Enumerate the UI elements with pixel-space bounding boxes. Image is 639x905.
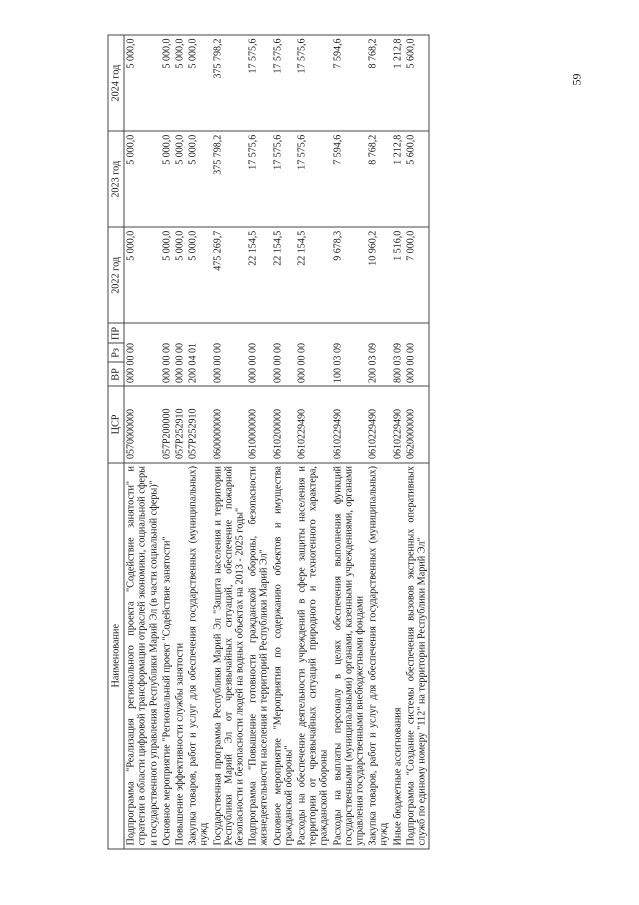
row-codes: 100 03 09 xyxy=(331,323,367,386)
row-2022: 22 154,5 xyxy=(296,227,332,323)
row-name: Иные бюджетные ассигнования xyxy=(391,463,404,849)
header-name: Наименование xyxy=(108,463,124,849)
row-csr: 0610000000 xyxy=(247,386,271,462)
table-header-row xyxy=(108,35,124,849)
row-2023: 5 000,0 xyxy=(174,131,187,227)
row-csr: 0600000000 xyxy=(211,386,247,462)
row-csr: 057P200000 xyxy=(160,386,173,462)
page-number: 59 xyxy=(569,73,584,86)
row-2024: 5 000,0 xyxy=(124,35,160,131)
table-row xyxy=(331,35,367,849)
row-codes: 000 00 00 xyxy=(296,323,332,386)
header-pr: ПР xyxy=(108,323,124,343)
header-rz: Рз xyxy=(108,343,124,362)
row-2022: 5 000,0 xyxy=(187,227,211,323)
header-2024: 2024 год xyxy=(108,35,124,131)
row-2022: 5 000,0 xyxy=(174,227,187,323)
row-csr: 0610229490 xyxy=(391,386,404,462)
row-csr: 057P252910 xyxy=(187,386,211,462)
row-codes: 000 00 00 xyxy=(404,323,429,386)
header-vr: ВР xyxy=(108,362,124,386)
table-row xyxy=(296,35,332,849)
row-2024: 5 000,0 xyxy=(160,35,173,131)
row-2023: 1 212,8 xyxy=(391,131,404,227)
row-2024: 5 600,0 xyxy=(404,35,429,131)
row-csr: 0570000000 xyxy=(124,386,160,462)
budget-table xyxy=(108,35,430,850)
row-codes: 000 00 00 xyxy=(174,323,187,386)
row-csr: 0610200000 xyxy=(271,386,295,462)
header-2023: 2023 год xyxy=(108,131,124,227)
table-row xyxy=(271,35,295,849)
row-name: Расходы на обеспечение деятельности учреждений в сфере защиты населения и территории от чрезвычайных ситуаций природного и техногенного характера, гражданской обороны xyxy=(296,463,332,849)
row-2023: 5 600,0 xyxy=(404,131,429,227)
row-2022: 22 154,5 xyxy=(271,227,295,323)
row-csr: 0620000000 xyxy=(404,386,429,462)
table-row xyxy=(211,35,247,849)
table-row xyxy=(404,35,429,849)
row-2024: 17 575,6 xyxy=(296,35,332,131)
row-2023: 5 000,0 xyxy=(124,131,160,227)
row-name: Основное мероприятие "Мероприятия по содержанию объектов и имущества гражданской обороны" xyxy=(271,463,295,849)
row-name: Подпрограмма "Реализация регионального проекта "Содействие занятости" и стратегии в области цифровой трансформации отраслей экономики, социальной сферы и государственного управления Республики Марий Эл (в части социальной сферы)" xyxy=(124,463,160,849)
row-codes: 000 00 00 xyxy=(211,323,247,386)
table-row xyxy=(187,35,211,849)
row-name: Закупка товаров, работ и услуг для обеспечения государственных (муниципальных) нужд xyxy=(187,463,211,849)
row-2024: 5 000,0 xyxy=(174,35,187,131)
row-2023: 375 798,2 xyxy=(211,131,247,227)
row-2022: 7 000,0 xyxy=(404,227,429,323)
row-codes: 000 00 00 xyxy=(160,323,173,386)
table-row xyxy=(160,35,173,849)
row-2022: 5 000,0 xyxy=(124,227,160,323)
row-name: Государственная программа Республики Марий Эл "Защита населения и территории Республики Марий Эл от чрезвычайных ситуаций, обеспечение пожарной безопасности и безопасности людей на водных объектах на 2013 - 2025 годы" xyxy=(211,463,247,849)
row-2022: 22 154,5 xyxy=(247,227,271,323)
row-2022: 475 269,7 xyxy=(211,227,247,323)
row-codes: 000 00 00 xyxy=(247,323,271,386)
row-csr: 0610229490 xyxy=(296,386,332,462)
table-row xyxy=(174,35,187,849)
row-2023: 5 000,0 xyxy=(160,131,173,227)
row-2022: 9 678,3 xyxy=(331,227,367,323)
row-codes: 000 00 00 xyxy=(124,323,160,386)
row-2022: 1 516,0 xyxy=(391,227,404,323)
row-name: Подпрограмма "Создание системы обеспечения вызовов экстренных оперативных служб по единому номеру "112" на территории Республики Марий Эл" xyxy=(404,463,429,849)
row-csr: 0610229490 xyxy=(331,386,367,462)
row-2024: 7 594,6 xyxy=(331,35,367,131)
row-name: Повышение эффективности службы занятости xyxy=(174,463,187,849)
row-codes: 000 00 00 xyxy=(271,323,295,386)
row-codes: 800 03 09 xyxy=(391,323,404,386)
row-2023: 17 575,6 xyxy=(247,131,271,227)
row-2024: 17 575,6 xyxy=(271,35,295,131)
row-2024: 5 000,0 xyxy=(187,35,211,131)
row-2023: 17 575,6 xyxy=(296,131,332,227)
row-codes: 200 03 09 xyxy=(367,323,391,386)
table-body xyxy=(124,35,429,849)
table-row xyxy=(391,35,404,849)
row-2022: 5 000,0 xyxy=(160,227,173,323)
row-2023: 5 000,0 xyxy=(187,131,211,227)
header-2022: 2022 год xyxy=(108,227,124,323)
row-name: Подпрограмма "Повышение готовности гражданской обороны, безопасности жизнедеятельности населения и территорий Республики Марий Эл" xyxy=(247,463,271,849)
row-2024: 1 212,8 xyxy=(391,35,404,131)
row-2023: 17 575,6 xyxy=(271,131,295,227)
row-2024: 8 768,2 xyxy=(367,35,391,131)
row-2023: 8 768,2 xyxy=(367,131,391,227)
table-row xyxy=(124,35,160,849)
row-2024: 17 575,6 xyxy=(247,35,271,131)
rotated-budget-table-container xyxy=(108,35,533,850)
row-name: Расходы на выплаты персоналу в целях обеспечения выполнения функций государственными (муниципальными) органами, казенными учреждениями, органами управления государственными внебюджетными фондами xyxy=(331,463,367,849)
row-2024: 375 798,2 xyxy=(211,35,247,131)
row-codes: 200 04 01 xyxy=(187,323,211,386)
table-row xyxy=(247,35,271,849)
row-csr: 0610229490 xyxy=(367,386,391,462)
row-2023: 7 594,6 xyxy=(331,131,367,227)
table-row xyxy=(367,35,391,849)
row-name: Закупка товаров, работ и услуг для обеспечения государственных (муниципальных) нужд xyxy=(367,463,391,849)
row-csr: 057P252910 xyxy=(174,386,187,462)
row-2022: 10 960,2 xyxy=(367,227,391,323)
row-name: Основное мероприятие "Региональный проект "Содействие занятости" xyxy=(160,463,173,849)
header-csr: ЦСР xyxy=(108,386,124,462)
